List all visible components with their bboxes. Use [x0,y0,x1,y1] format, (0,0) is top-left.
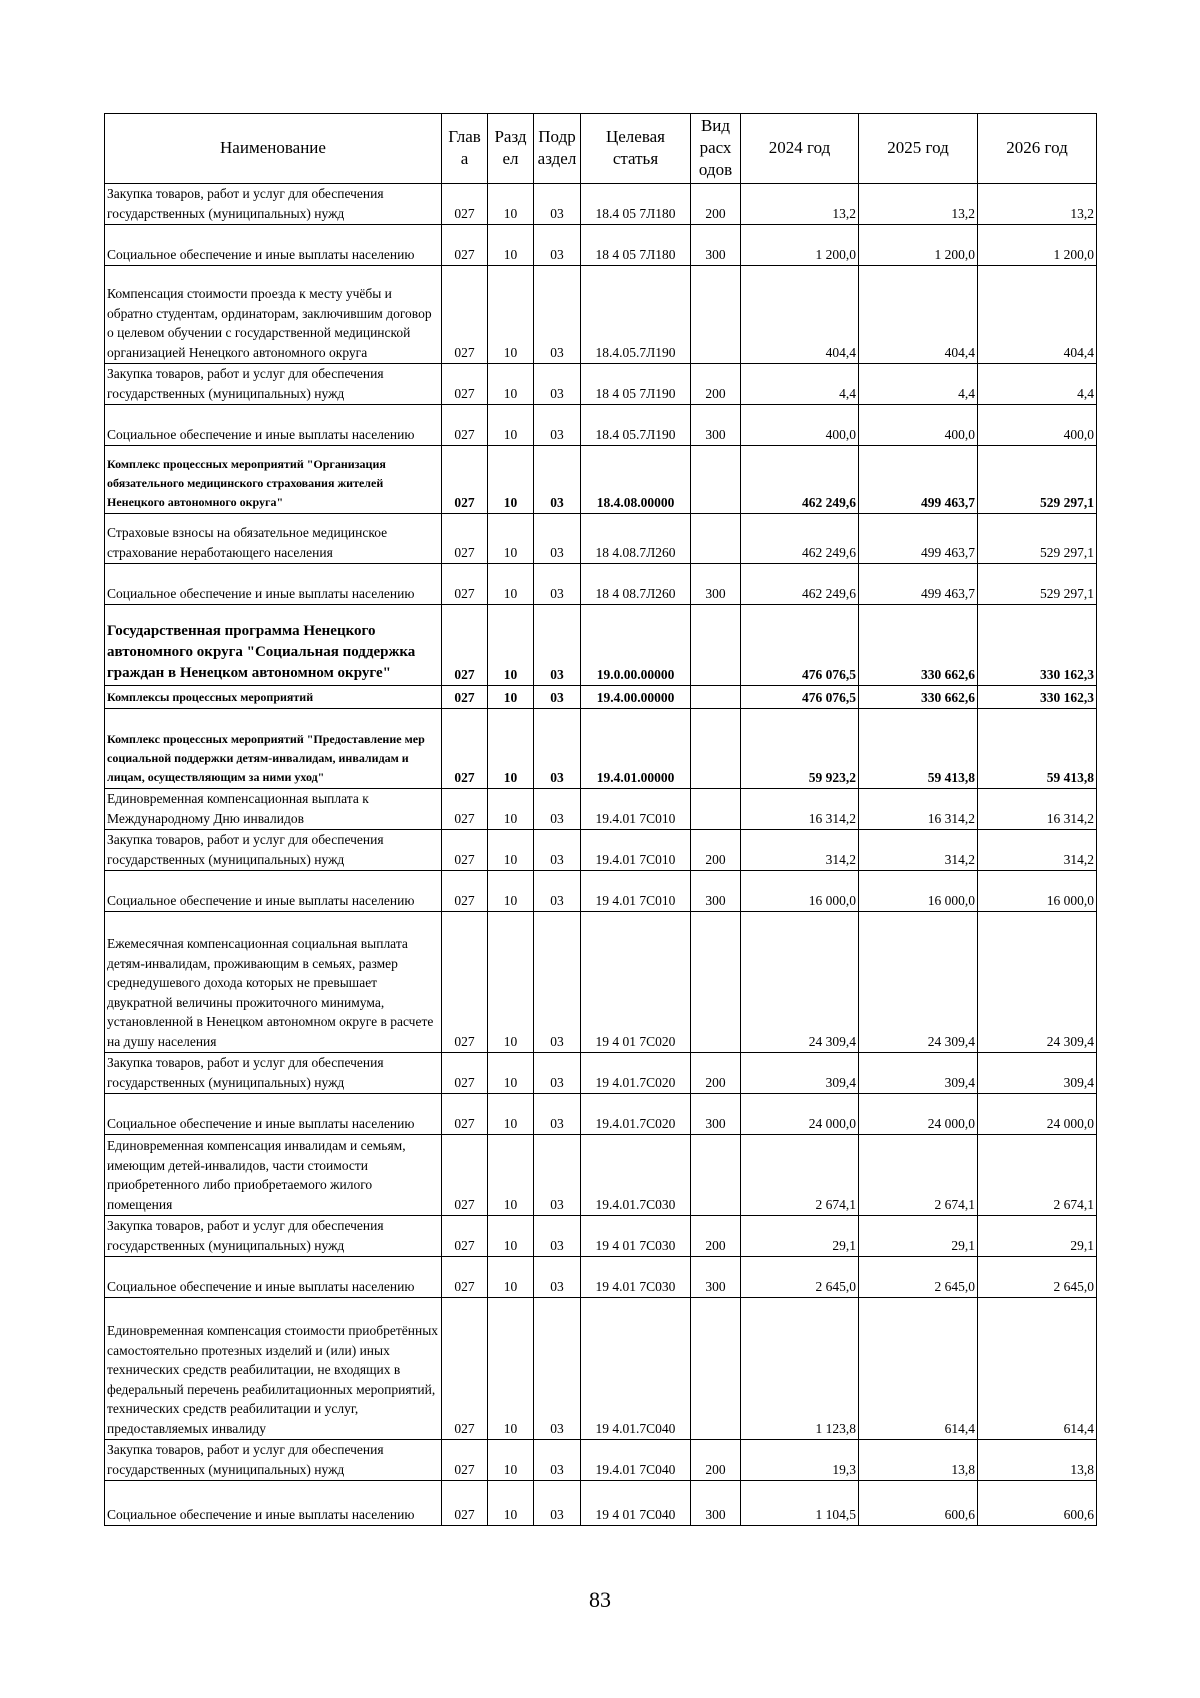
table-row [105,446,1097,514]
cell-razd: 10 [488,364,534,405]
cell-y2026: 16 314,2 [978,789,1097,830]
cell-name: Ежемесячная компенсационная социальная выплата детям-инвалидам, проживающим в семьях, размер среднедушевого дохода которых не превышает двукратной величины прожиточного минимума, установленной в Ненецком автономном округе в расчете на душу населения [105,912,442,1053]
cell-y2026: 309,4 [978,1053,1097,1094]
cell-name: Закупка товаров, работ и услуг для обеспечения государственных (муниципальных) нужд [105,1216,442,1257]
cell-razd: 10 [488,1094,534,1135]
cell-podr: 03 [534,184,581,225]
table-row [105,686,1097,709]
cell-y2024: 2 645,0 [741,1257,859,1298]
table-row [105,184,1097,225]
cell-vr: 300 [691,1094,741,1135]
cell-y2024: 476 076,5 [741,605,859,686]
cell-y2026: 16 000,0 [978,871,1097,912]
table-row [105,1257,1097,1298]
cell-cs: 19.0.00.00000 [581,605,691,686]
cell-vr [691,709,741,789]
table-row [105,514,1097,564]
cell-name: Страховые взносы на обязательное медицинское страхование неработающего населения [105,514,442,564]
cell-podr: 03 [534,1094,581,1135]
cell-y2024: 4,4 [741,364,859,405]
cell-vr: 200 [691,1440,741,1481]
cell-y2026: 24 309,4 [978,912,1097,1053]
cell-y2024: 1 200,0 [741,225,859,266]
cell-y2024: 59 923,2 [741,709,859,789]
cell-vr: 300 [691,564,741,605]
cell-ch: 027 [442,1257,488,1298]
cell-y2024: 404,4 [741,266,859,364]
cell-y2025: 499 463,7 [859,564,978,605]
header-podrazdel: Подр аздел [534,114,581,184]
cell-razd: 10 [488,830,534,871]
cell-razd: 10 [488,1053,534,1094]
cell-cs: 19.4.01 7С010 [581,830,691,871]
cell-y2024: 462 249,6 [741,564,859,605]
header-name: Наименование [105,114,442,184]
cell-name: Закупка товаров, работ и услуг для обеспечения государственных (муниципальных) нужд [105,364,442,405]
cell-ch: 027 [442,1440,488,1481]
header-2024: 2024 год [741,114,859,184]
cell-cs: 19.4.01 7С040 [581,1440,691,1481]
cell-vr: 300 [691,1257,741,1298]
cell-cs: 19.4.01 7С010 [581,789,691,830]
table-row [105,912,1097,1053]
cell-razd: 10 [488,912,534,1053]
cell-cs: 18.4 05.7Л190 [581,405,691,446]
cell-vr [691,1135,741,1216]
cell-vr [691,789,741,830]
cell-cs: 19 4.01 7С010 [581,871,691,912]
cell-y2025: 16 000,0 [859,871,978,912]
cell-cs: 19 4 01 7С020 [581,912,691,1053]
cell-vr [691,605,741,686]
cell-y2024: 1 104,5 [741,1481,859,1526]
cell-vr: 300 [691,871,741,912]
cell-name: Социальное обеспечение и иные выплаты населению [105,1094,442,1135]
table-row [105,1053,1097,1094]
cell-razd: 10 [488,1481,534,1526]
cell-name: Закупка товаров, работ и услуг для обеспечения государственных (муниципальных) нужд [105,184,442,225]
cell-cs: 18 4 05 7Л190 [581,364,691,405]
table-row [105,364,1097,405]
cell-podr: 03 [534,225,581,266]
cell-vr: 200 [691,184,741,225]
cell-vr [691,514,741,564]
cell-y2026: 614,4 [978,1298,1097,1440]
cell-ch: 027 [442,1216,488,1257]
cell-cs: 19 4 01 7С030 [581,1216,691,1257]
cell-y2024: 462 249,6 [741,446,859,514]
cell-vr: 300 [691,1481,741,1526]
cell-cs: 19.4.01.00000 [581,709,691,789]
cell-razd: 10 [488,1440,534,1481]
cell-podr: 03 [534,405,581,446]
cell-y2025: 404,4 [859,266,978,364]
table-header-row [105,114,1097,184]
cell-name: Социальное обеспечение и иные выплаты населению [105,405,442,446]
cell-razd: 10 [488,709,534,789]
cell-cs: 19 4 01 7С040 [581,1481,691,1526]
cell-name: Единовременная компенсация стоимости приобретённых самостоятельно протезных изделий и (или) иных технических средств реабилитации, не входящих в федеральный перечень реабилитационных мероприятий, технических средств реабилитации и услуг, предоставляемых инвалиду [105,1298,442,1440]
table-row [105,405,1097,446]
cell-name: Социальное обеспечение и иные выплаты населению [105,1257,442,1298]
cell-y2026: 1 200,0 [978,225,1097,266]
page-number: 83 [589,1587,611,1612]
cell-y2025: 330 662,6 [859,686,978,709]
cell-y2025: 330 662,6 [859,605,978,686]
cell-name: Государственная программа Ненецкого автономного округа "Социальная поддержка граждан в Ненецком автономном округе" [105,605,442,686]
cell-cs: 18.4 05 7Л180 [581,184,691,225]
cell-y2025: 499 463,7 [859,514,978,564]
cell-y2026: 529 297,1 [978,564,1097,605]
header-razdel: Разд ел [488,114,534,184]
cell-ch: 027 [442,184,488,225]
cell-y2026: 2 645,0 [978,1257,1097,1298]
cell-ch: 027 [442,364,488,405]
cell-y2026: 2 674,1 [978,1135,1097,1216]
table-row [105,605,1097,686]
cell-ch: 027 [442,1053,488,1094]
cell-ch: 027 [442,912,488,1053]
cell-ch: 027 [442,514,488,564]
table-row [105,225,1097,266]
cell-podr: 03 [534,912,581,1053]
cell-ch: 027 [442,1481,488,1526]
cell-razd: 10 [488,184,534,225]
cell-y2025: 314,2 [859,830,978,871]
cell-y2024: 2 674,1 [741,1135,859,1216]
cell-y2025: 309,4 [859,1053,978,1094]
cell-podr: 03 [534,1053,581,1094]
cell-y2026: 400,0 [978,405,1097,446]
cell-cs: 19.4.01.7С030 [581,1135,691,1216]
budget-table [104,113,1097,1526]
cell-y2025: 4,4 [859,364,978,405]
cell-cs: 19.4.00.00000 [581,686,691,709]
cell-podr: 03 [534,1135,581,1216]
cell-y2026: 330 162,3 [978,686,1097,709]
cell-podr: 03 [534,709,581,789]
cell-y2025: 2 645,0 [859,1257,978,1298]
cell-y2025: 400,0 [859,405,978,446]
cell-y2025: 29,1 [859,1216,978,1257]
table-row [105,1298,1097,1440]
cell-podr: 03 [534,1298,581,1440]
table-row [105,789,1097,830]
cell-y2026: 29,1 [978,1216,1097,1257]
cell-razd: 10 [488,1257,534,1298]
cell-y2025: 59 413,8 [859,709,978,789]
cell-podr: 03 [534,1257,581,1298]
cell-y2025: 1 200,0 [859,225,978,266]
cell-y2025: 499 463,7 [859,446,978,514]
cell-name: Социальное обеспечение и иные выплаты населению [105,871,442,912]
cell-y2026: 13,8 [978,1440,1097,1481]
cell-razd: 10 [488,266,534,364]
cell-name: Комплекс процессных мероприятий "Организация обязательного медицинского страхования жителей Ненецкого автономного округа" [105,446,442,514]
cell-ch: 027 [442,605,488,686]
cell-podr: 03 [534,605,581,686]
cell-y2024: 476 076,5 [741,686,859,709]
header-2026: 2026 год [978,114,1097,184]
table-row [105,1094,1097,1135]
cell-name: Комплекс процессных мероприятий "Предоставление мер социальной поддержки детям-инвалидам, инвалидам и лицам, осуществляющим за ними уход" [105,709,442,789]
cell-y2024: 1 123,8 [741,1298,859,1440]
cell-cs: 19 4.01 7С030 [581,1257,691,1298]
header-2025: 2025 год [859,114,978,184]
cell-name: Социальное обеспечение и иные выплаты населению [105,564,442,605]
cell-y2026: 600,6 [978,1481,1097,1526]
cell-y2026: 59 413,8 [978,709,1097,789]
cell-name: Закупка товаров, работ и услуг для обеспечения государственных (муниципальных) нужд [105,1053,442,1094]
table-row [105,1216,1097,1257]
cell-razd: 10 [488,225,534,266]
cell-ch: 027 [442,1094,488,1135]
cell-name: Комплексы процессных мероприятий [105,686,442,709]
cell-cs: 19.4.01.7С020 [581,1094,691,1135]
cell-vr [691,446,741,514]
cell-podr: 03 [534,789,581,830]
cell-name: Единовременная компенсационная выплата к Международному Дню инвалидов [105,789,442,830]
cell-razd: 10 [488,514,534,564]
cell-y2026: 314,2 [978,830,1097,871]
cell-vr [691,1298,741,1440]
cell-razd: 10 [488,446,534,514]
cell-ch: 027 [442,871,488,912]
header-glava: Глав а [442,114,488,184]
table-row [105,709,1097,789]
cell-cs: 18 4 08.7Л260 [581,564,691,605]
table-row [105,830,1097,871]
cell-cs: 18.4.05.7Л190 [581,266,691,364]
cell-y2024: 309,4 [741,1053,859,1094]
cell-y2026: 24 000,0 [978,1094,1097,1135]
cell-y2026: 529 297,1 [978,514,1097,564]
cell-y2026: 529 297,1 [978,446,1097,514]
cell-vr [691,266,741,364]
table-row [105,1135,1097,1216]
cell-podr: 03 [534,1216,581,1257]
cell-podr: 03 [534,564,581,605]
cell-name: Социальное обеспечение и иные выплаты населению [105,1481,442,1526]
cell-y2024: 314,2 [741,830,859,871]
cell-ch: 027 [442,830,488,871]
cell-vr: 300 [691,405,741,446]
cell-y2025: 16 314,2 [859,789,978,830]
cell-y2025: 600,6 [859,1481,978,1526]
cell-cs: 19 4.01.7С020 [581,1053,691,1094]
cell-y2026: 404,4 [978,266,1097,364]
cell-vr: 200 [691,1216,741,1257]
table-row [105,1440,1097,1481]
cell-ch: 027 [442,266,488,364]
cell-y2024: 24 000,0 [741,1094,859,1135]
cell-vr: 200 [691,1053,741,1094]
cell-ch: 027 [442,789,488,830]
cell-cs: 19 4.01.7С040 [581,1298,691,1440]
cell-y2025: 2 674,1 [859,1135,978,1216]
cell-y2025: 13,8 [859,1440,978,1481]
cell-razd: 10 [488,405,534,446]
cell-y2024: 400,0 [741,405,859,446]
cell-ch: 027 [442,686,488,709]
cell-razd: 10 [488,1216,534,1257]
cell-name: Социальное обеспечение и иные выплаты населению [105,225,442,266]
cell-name: Компенсация стоимости проезда к месту учёбы и обратно студентам, ординаторам, заключившим договор о целевом обучении с государственной медицинской организацией Ненецкого автономного округа [105,266,442,364]
cell-vr [691,912,741,1053]
cell-y2025: 24 309,4 [859,912,978,1053]
table-row [105,1481,1097,1526]
cell-podr: 03 [534,686,581,709]
cell-podr: 03 [534,1481,581,1526]
cell-podr: 03 [534,830,581,871]
cell-podr: 03 [534,871,581,912]
table-row [105,871,1097,912]
cell-ch: 027 [442,1298,488,1440]
cell-y2026: 330 162,3 [978,605,1097,686]
cell-cs: 18 4.08.7Л260 [581,514,691,564]
cell-podr: 03 [534,446,581,514]
table-row [105,266,1097,364]
header-vid-rashodov: Вид расх одов [691,114,741,184]
cell-vr: 200 [691,830,741,871]
cell-name: Единовременная компенсация инвалидам и семьям, имеющим детей-инвалидов, части стоимости приобретенного либо приобретаемого жилого помещения [105,1135,442,1216]
cell-y2024: 29,1 [741,1216,859,1257]
cell-name: Закупка товаров, работ и услуг для обеспечения государственных (муниципальных) нужд [105,830,442,871]
cell-y2024: 24 309,4 [741,912,859,1053]
cell-y2025: 13,2 [859,184,978,225]
cell-podr: 03 [534,266,581,364]
cell-ch: 027 [442,564,488,605]
cell-cs: 18 4 05 7Л180 [581,225,691,266]
cell-podr: 03 [534,364,581,405]
cell-razd: 10 [488,605,534,686]
cell-y2024: 13,2 [741,184,859,225]
cell-razd: 10 [488,789,534,830]
cell-podr: 03 [534,1440,581,1481]
cell-ch: 027 [442,1135,488,1216]
cell-razd: 10 [488,1135,534,1216]
cell-y2026: 13,2 [978,184,1097,225]
cell-vr: 300 [691,225,741,266]
cell-ch: 027 [442,405,488,446]
cell-cs: 18.4.08.00000 [581,446,691,514]
cell-name: Закупка товаров, работ и услуг для обеспечения государственных (муниципальных) нужд [105,1440,442,1481]
cell-y2024: 19,3 [741,1440,859,1481]
cell-y2026: 4,4 [978,364,1097,405]
cell-ch: 027 [442,709,488,789]
cell-razd: 10 [488,1298,534,1440]
cell-podr: 03 [534,514,581,564]
cell-razd: 10 [488,686,534,709]
cell-razd: 10 [488,871,534,912]
cell-y2024: 16 000,0 [741,871,859,912]
table-row [105,564,1097,605]
cell-vr: 200 [691,364,741,405]
cell-ch: 027 [442,446,488,514]
cell-y2024: 462 249,6 [741,514,859,564]
cell-razd: 10 [488,564,534,605]
cell-y2024: 16 314,2 [741,789,859,830]
cell-ch: 027 [442,225,488,266]
cell-y2025: 24 000,0 [859,1094,978,1135]
header-celevaya-statya: Целевая статья [581,114,691,184]
cell-y2025: 614,4 [859,1298,978,1440]
cell-vr [691,686,741,709]
